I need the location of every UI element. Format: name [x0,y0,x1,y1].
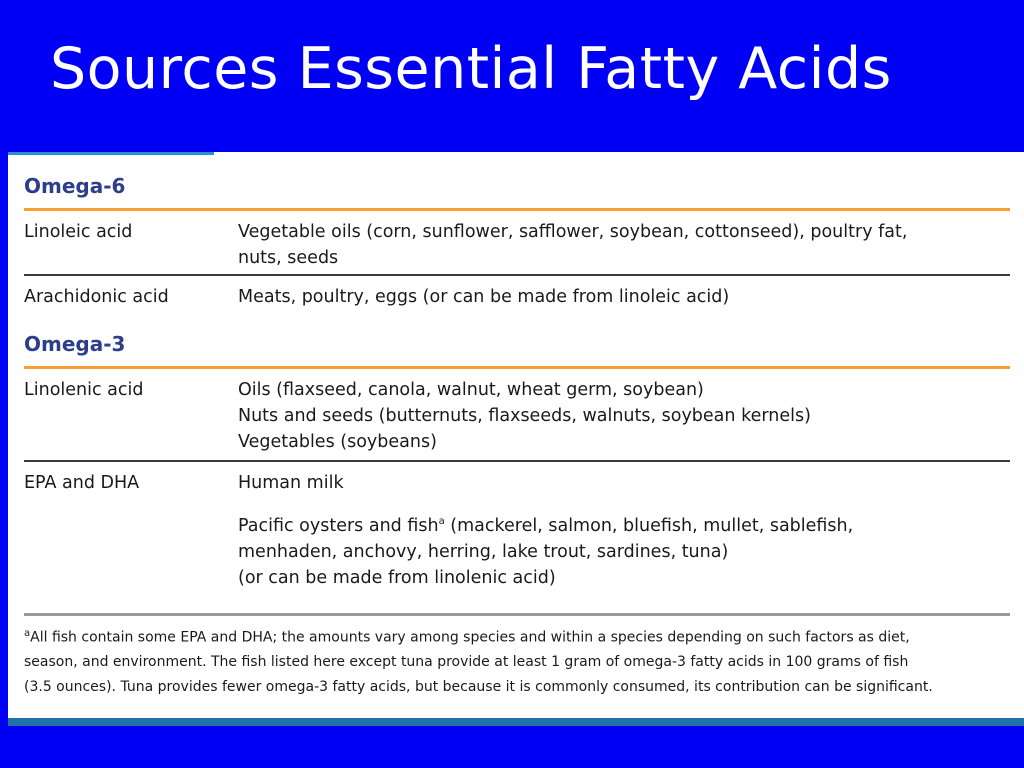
source-line: (or can be made from linolenic acid) [238,567,556,588]
footnote [24,622,1010,699]
row-divider [24,274,1010,276]
row-divider [24,460,1010,462]
source-line: Human milk [238,473,344,493]
omega3-heading: Omega-3 [24,332,126,356]
row-linolenic-sources [238,377,811,455]
source-line: nuts, seeds [238,248,339,268]
footnote-line: season, and environment. The fish listed here except tuna provide at least 1 gram of omega-3 fatty acids in 100 grams of fish [24,654,909,671]
footnote-marker: a [438,516,445,527]
source-line: Meats, poultry, eggs (or can be made from linoleic acid) [238,287,730,307]
row-linoleic-sources [238,219,907,271]
row-epa-dha-sources [238,470,853,591]
panel-accent-line [8,152,214,155]
footnote-line: (3.5 ounces). Tuna provides fewer omega-3 fatty acids, but because it is commonly consumed, its contribution can be significant. [24,678,933,695]
omega6-rule [24,208,1010,211]
row-linoleic-name: Linoleic acid [24,222,133,242]
source-line: menhaden, anchovy, herring, lake trout, sardines, tuna) [238,541,729,562]
row-epa-dha-name: EPA and DHA [24,473,140,493]
omega6-heading: Omega-6 [24,174,126,198]
source-line: Vegetables (soybeans) [238,432,437,452]
row-arachidonic-name: Arachidonic acid [24,287,169,307]
source-line: Oils (flaxseed, canola, walnut, wheat germ, soybean) [238,380,704,400]
omega3-rule [24,366,1010,369]
title-bar [0,0,1024,152]
footnote-line: $^a$All fish contain some EPA and DHA; the amounts vary among species and within a species depending on such factors as diet, [24,628,910,646]
row-arachidonic-sources [238,284,729,310]
source-line-fish: Pacific oysters and fish$^a$ (mackerel, salmon, bluefish, mullet, sablefish, [238,515,854,536]
source-line: Nuts and seeds (butternuts, flaxseeds, walnuts, soybean kernels) [238,406,811,426]
footnote-marker: a [24,628,31,639]
slide-title: Sources Essential Fatty Acids [50,36,892,102]
footnote-rule [24,613,1010,616]
bottom-teal-strip [8,718,1024,726]
source-line: Vegetable oils (corn, sunflower, safflower, soybean, cottonseed), poultry fat, [238,222,908,242]
row-linolenic-name: Linolenic acid [24,380,144,400]
